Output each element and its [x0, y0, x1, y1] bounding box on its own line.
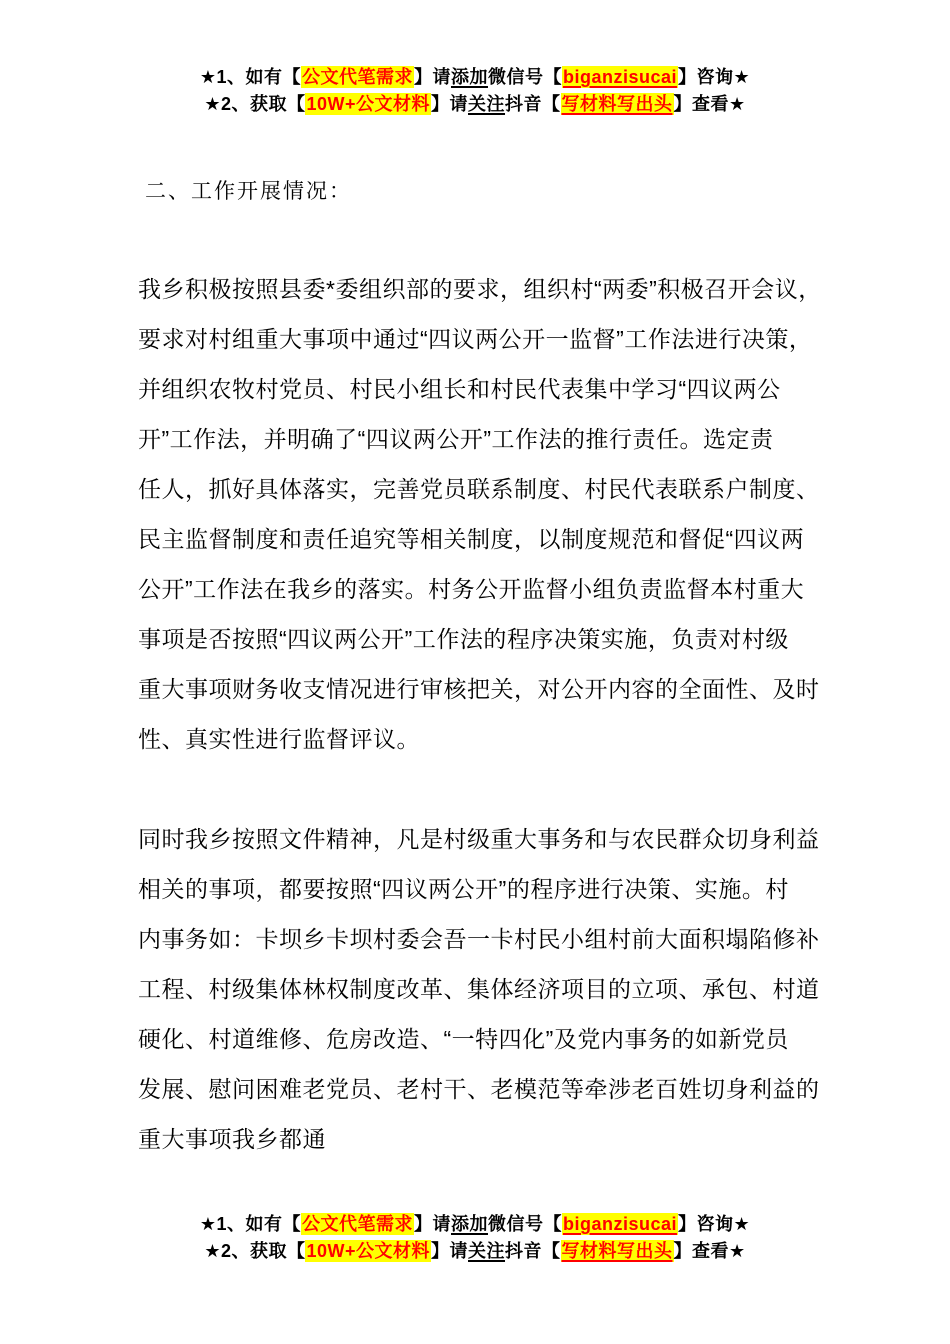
notice-text: 】请	[431, 94, 469, 114]
notice-text: ★1、如有【	[199, 67, 301, 87]
underlined-ad-text: 关注	[468, 1241, 506, 1261]
paragraph-work-measures	[138, 264, 822, 764]
text-line: 性、真实性进行监督评议。	[138, 726, 420, 752]
notice-text: 】请	[413, 1214, 451, 1234]
notice-text: 】请	[413, 67, 451, 87]
underlined-ad-text: 关注	[468, 94, 506, 114]
text-line: 同时我乡按照文件精神，凡是村级重大事务和与农民群众切身利益	[138, 826, 820, 852]
highlighted-ad-text: biganzisucai	[562, 1214, 678, 1234]
notice-text: ★1、如有【	[199, 1214, 301, 1234]
text-line: 民主监督制度和责任追究等相关制度，以制度规范和督促“四议两	[138, 526, 805, 552]
underlined-ad-text: 添加	[450, 67, 488, 87]
notice-line	[0, 91, 950, 118]
footer-advertisement	[0, 1211, 950, 1265]
highlighted-ad-text: 10W+公文材料	[306, 94, 431, 114]
text-line: 相关的事项，都要按照“四议两公开”的程序进行决策、实施。村	[138, 876, 789, 902]
notice-text: 抖音【	[505, 94, 561, 114]
notice-text: 】请	[431, 1241, 469, 1261]
notice-text: ★2、获取【	[204, 1241, 306, 1261]
notice-text: 抖音【	[505, 1241, 561, 1261]
text-line: 任人，抓好具体落实，完善党员联系制度、村民代表联系户制度、	[138, 476, 820, 502]
header-advertisement	[0, 64, 950, 118]
notice-text: ★2、获取【	[204, 94, 306, 114]
text-line: 硬化、村道维修、危房改造、“一特四化”及党内事务的如新党员	[138, 1026, 789, 1052]
text-line: 重大事项财务收支情况进行审核把关，对公开内容的全面性、及时	[138, 676, 820, 702]
text-line: 内事务如：卡坝乡卡坝村委会吾一卡村民小组村前大面积塌陷修补	[138, 926, 820, 952]
text-line: 我乡积极按照县委*委组织部的要求，组织村“两委”积极召开会议，	[138, 276, 822, 302]
text-line: 发展、慰问困难老党员、老村干、老模范等牵涉老百姓切身利益的	[138, 1076, 820, 1102]
notice-text: 微信号【	[487, 67, 562, 87]
highlighted-ad-text: 10W+公文材料	[306, 1241, 431, 1261]
notice-text: 】咨询★	[678, 1214, 751, 1234]
text-line: 公开”工作法在我乡的落实。村务公开监督小组负责监督本村重大	[138, 576, 805, 602]
text-line: 并组织农牧村党员、村民小组长和村民代表集中学习“四议两公	[138, 376, 781, 402]
notice-text: 】查看★	[673, 94, 746, 114]
highlighted-ad-text: 写材料写出头	[561, 94, 673, 114]
notice-line	[0, 1211, 950, 1238]
notice-text: 】查看★	[673, 1241, 746, 1261]
highlighted-ad-text: 公文代笔需求	[301, 67, 413, 87]
highlighted-ad-text: 写材料写出头	[561, 1241, 673, 1261]
highlighted-ad-text: 公文代笔需求	[301, 1214, 413, 1234]
notice-text: 微信号【	[487, 1214, 562, 1234]
paragraph-village-affairs	[138, 814, 820, 1164]
notice-text: 】咨询★	[678, 67, 751, 87]
highlighted-ad-text: biganzisucai	[562, 67, 678, 87]
text-line: 重大事项我乡都通	[138, 1126, 326, 1152]
text-line: 要求对村组重大事项中通过“四议两公开一监督”工作法进行决策，	[138, 326, 813, 352]
notice-line	[0, 64, 950, 91]
text-line: 工程、村级集体林权制度改革、集体经济项目的立项、承包、村道	[138, 976, 820, 1002]
notice-line	[0, 1238, 950, 1265]
text-line: 事项是否按照“四议两公开”工作法的程序决策实施，负责对村级	[138, 626, 789, 652]
section-heading: 二、工作开展情况：	[145, 180, 352, 203]
text-line: 开”工作法，并明确了“四议两公开”工作法的推行责任。选定责	[138, 426, 774, 452]
underlined-ad-text: 添加	[450, 1214, 488, 1234]
